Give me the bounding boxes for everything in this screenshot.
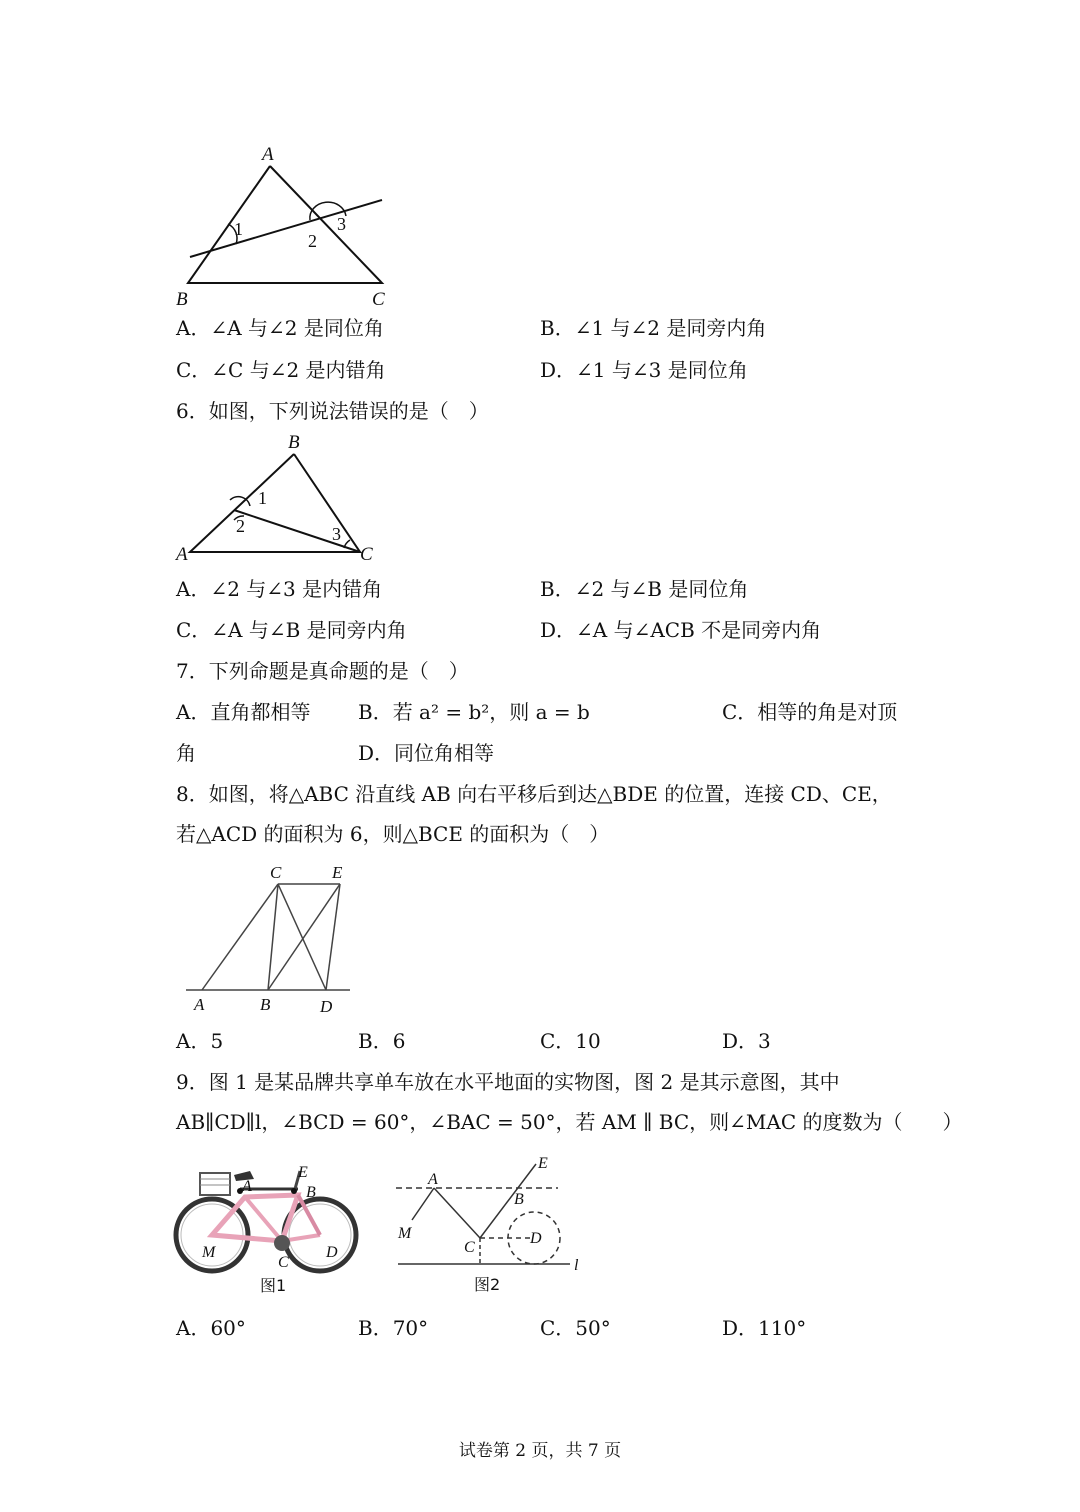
q8-option-b: B．6 xyxy=(358,1029,406,1053)
q9-bicycle-photo xyxy=(170,1155,380,1300)
q8-option-a: A．5 xyxy=(176,1029,224,1053)
q9-option-b: B．70° xyxy=(358,1316,429,1340)
q8-option-d: D．3 xyxy=(722,1029,771,1053)
q6-angle-2: 2 xyxy=(236,516,245,536)
q8-label-a: A xyxy=(194,995,205,1014)
q9-fig2-label-c: C xyxy=(464,1239,475,1256)
q9-fig1-label-c: C xyxy=(278,1254,289,1271)
q7-option-b: B．若 a² = b²，则 a = b xyxy=(358,700,590,724)
q5-angle-1: 1 xyxy=(234,219,243,239)
q5-figure xyxy=(170,140,410,315)
q5-label-a: A xyxy=(262,144,274,165)
q5-option-c: C．∠C 与∠2 是内错角 xyxy=(176,358,386,382)
q5-option-d: D．∠1 与∠3 是同位角 xyxy=(540,358,748,382)
q8-option-c: C．10 xyxy=(540,1029,601,1053)
q6-label-c: C xyxy=(360,544,373,565)
page-footer: 试卷第 2 页，共 7 页 xyxy=(458,1441,622,1461)
q5-label-b: B xyxy=(176,289,188,310)
q9-fig1-label-m: M xyxy=(202,1244,216,1261)
q7-option-a: A．直角都相等 xyxy=(176,700,311,724)
q6-label-a: A xyxy=(176,544,188,565)
q9-fig1-label-b: B xyxy=(306,1184,316,1201)
q9-fig1-label-a: A xyxy=(242,1178,252,1195)
q7-stem: 7．下列命题是真命题的是（ ） xyxy=(176,659,469,683)
q6-label-b: B xyxy=(288,432,300,453)
q9-fig2-label-d: D xyxy=(530,1230,542,1247)
q6-stem: 6．如图，下列说法错误的是（ ） xyxy=(176,399,489,423)
q9-fig1-label-e: E xyxy=(298,1164,308,1181)
q8-label-d: D xyxy=(320,997,333,1016)
q7-option-c-wrap: 角 xyxy=(176,741,196,765)
q6-figure xyxy=(170,428,390,568)
q9-fig2-label-l: l xyxy=(574,1257,579,1274)
q8-stem-line2: 若△ACD 的面积为 6，则△BCE 的面积为（ ） xyxy=(176,822,610,846)
q9-fig2-label-m: M xyxy=(398,1225,412,1242)
q7-option-c: C．相等的角是对顶 xyxy=(722,700,898,724)
q6-option-b: B．∠2 与∠B 是同位角 xyxy=(540,577,749,601)
q6-angle-3: 3 xyxy=(332,524,341,544)
q7-option-d: D．同位角相等 xyxy=(358,741,495,765)
q6-option-d: D．∠A 与∠ACB 不是同旁内角 xyxy=(540,618,822,642)
q9-option-d: D．110° xyxy=(722,1316,807,1340)
q8-label-c: C xyxy=(270,863,282,882)
q8-label-b: B xyxy=(260,995,271,1014)
q8-stem-line1: 8．如图，将△ABC 沿直线 AB 向右平移后到达△BDE 的位置，连接 CD、CE， xyxy=(176,782,892,806)
q5-angle-2: 2 xyxy=(308,231,317,251)
q5-transversal xyxy=(190,200,382,257)
q9-stem-line1: 9．图 1 是某品牌共享单车放在水平地面的实物图，图 2 是其示意图，其中 xyxy=(176,1070,840,1094)
q9-fig1-caption: 图1 xyxy=(260,1276,287,1295)
q9-option-a: A．60° xyxy=(176,1316,246,1340)
q9-fig2-caption: 图2 xyxy=(474,1275,501,1294)
q5-label-c: C xyxy=(372,289,385,310)
q9-fig1-label-d: D xyxy=(326,1244,338,1261)
q9-fig2-label-e: E xyxy=(538,1155,548,1172)
q6-option-c: C．∠A 与∠B 是同旁内角 xyxy=(176,618,407,642)
q5-triangle xyxy=(188,166,382,283)
q9-option-c: C．50° xyxy=(540,1316,611,1340)
q5-angle-3: 3 xyxy=(337,214,346,234)
q6-angle-1: 1 xyxy=(258,488,267,508)
q8-label-e: E xyxy=(332,863,343,882)
q5-option-a: A．∠A 与∠2 是同位角 xyxy=(176,316,384,340)
q5-option-b: B．∠1 与∠2 是同旁内角 xyxy=(540,316,767,340)
q9-schematic xyxy=(390,1150,590,1300)
q6-option-a: A．∠2 与∠3 是内错角 xyxy=(176,577,383,601)
q9-fig2-label-b: B xyxy=(514,1191,524,1208)
q9-stem-line2: AB∥CD∥l，∠BCD = 60°，∠BAC = 50°，若 AM ∥ BC，则∠MAC 的度数为（ ） xyxy=(176,1110,963,1134)
q8-figure xyxy=(180,858,360,1018)
q9-fig2-label-a: A xyxy=(428,1171,438,1188)
